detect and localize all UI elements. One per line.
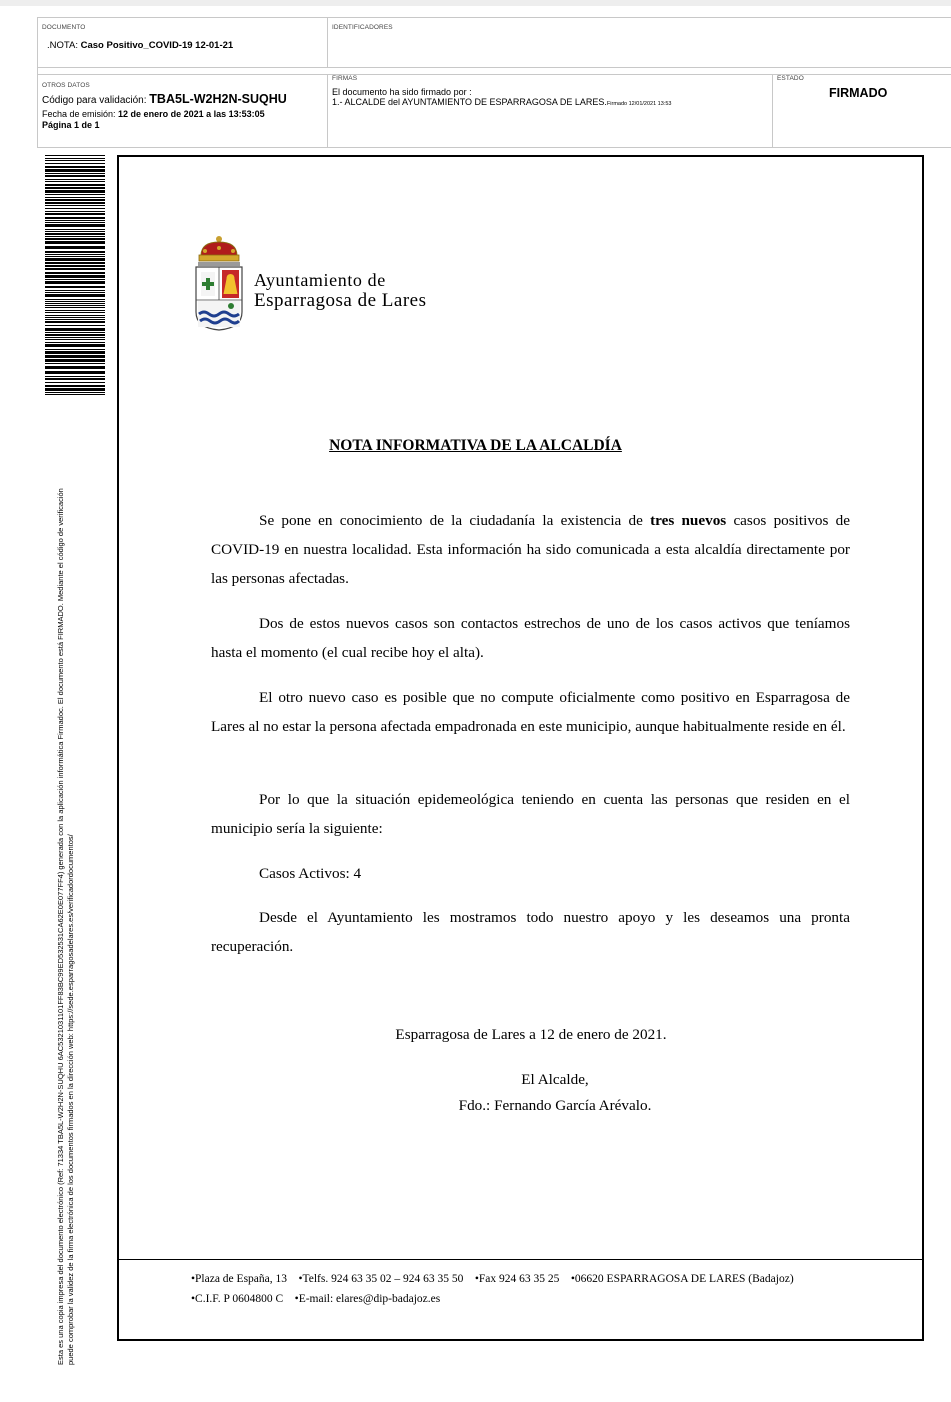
- barcode-bar: [45, 301, 105, 302]
- footer-divider: [119, 1259, 924, 1260]
- barcode-bar: [45, 307, 105, 308]
- verification-side-text: [56, 390, 75, 1365]
- estado-caption: ESTADO: [777, 75, 804, 82]
- firmas-line2: [332, 97, 671, 109]
- header-left-border: [37, 17, 38, 148]
- paragraph-2: [211, 609, 850, 667]
- barcode-bar: [45, 268, 105, 270]
- header-col-divider-top: [327, 17, 328, 67]
- barcode-bar: [45, 184, 105, 186]
- barcode-bar: [45, 254, 105, 255]
- paragraph-1: [211, 506, 850, 593]
- bullet-icon: •: [191, 1273, 196, 1285]
- bullet-icon: •: [191, 1293, 196, 1305]
- firmas-line1: El documento ha sido firmado por :: [332, 87, 472, 97]
- barcode-bar: [45, 337, 105, 338]
- barcode-bar: [45, 385, 105, 387]
- barcode-bar: [45, 199, 105, 201]
- documento-title: Caso Positivo_COVID-19 12-01-21: [80, 40, 234, 51]
- footer-email: E-mail: elares@dip-badajoz.es: [298, 1293, 441, 1305]
- barcode-bar: [45, 160, 105, 161]
- header-top-border: [37, 17, 951, 18]
- barcode-bar: [45, 328, 105, 331]
- barcode-bar: [45, 169, 105, 172]
- signature-header-table: [37, 17, 951, 148]
- barcode-bar: [45, 272, 105, 274]
- barcode-bar: [45, 173, 105, 174]
- barcode-bar: [45, 158, 105, 159]
- estado-value: FIRMADO: [829, 86, 888, 100]
- signer-name: Fdo.: Fernando García Arévalo.: [458, 1097, 652, 1114]
- footer-phones: Telfs. 924 63 35 02 – 924 63 35 50: [302, 1273, 464, 1285]
- barcode-bar: [45, 394, 105, 395]
- barcode-bar: [45, 317, 105, 318]
- documento-caption: DOCUMENTO: [42, 24, 86, 31]
- barcode-bar: [45, 351, 105, 354]
- barcode-bar: [45, 197, 105, 198]
- barcode-bar: [45, 231, 105, 232]
- barcode-bar: [45, 217, 105, 219]
- footer-address: Plaza de España, 13: [195, 1273, 287, 1285]
- barcode-bar: [45, 251, 105, 253]
- barcode-bar: [45, 286, 105, 288]
- barcode-bar: [45, 241, 105, 244]
- barcode-bar: [45, 155, 105, 156]
- barcode-bar: [45, 319, 105, 320]
- bullet-icon: •: [570, 1273, 575, 1285]
- barcode-bar: [45, 238, 105, 240]
- otros-datos-caption: OTROS DATOS: [42, 82, 90, 89]
- verification-line-2: puede comprobar la validez de la firma electrónica de los documentos firmados en la dirección web: https://sede.esparragosadelares.es/verificadordocumentos/: [65, 834, 75, 1365]
- municipal-coat-of-arms-logo: [193, 234, 245, 332]
- barcode-bar: [45, 290, 105, 291]
- barcode-bar: [45, 371, 105, 374]
- barcode-bar: [45, 224, 105, 227]
- document-page-frame: [117, 155, 924, 1341]
- letterhead-line-2: Esparragosa de Lares: [254, 290, 427, 311]
- identificadores-caption: IDENTIFICADORES: [332, 24, 393, 31]
- validation-code-label: Código para validación:: [42, 95, 150, 106]
- paragraph-1-intro: Se pone en conocimiento de la ciudadanía la existencia de: [259, 512, 651, 529]
- barcode-bar: [45, 258, 105, 261]
- barcode-bar: [45, 294, 105, 297]
- barcode-bar: [45, 312, 105, 313]
- place-and-date: Esparragosa de Lares a 12 de enero de 2021.: [395, 1026, 667, 1043]
- barcode-bar: [45, 392, 105, 393]
- footer-fax: Fax 924 63 35 25: [478, 1273, 560, 1285]
- barcode-bar: [45, 175, 105, 177]
- paragraph-6: [211, 903, 850, 961]
- barcode-bar: [45, 299, 105, 300]
- footer-line-2: [191, 1293, 440, 1305]
- barcode-bar: [45, 363, 105, 364]
- barcode-bar: [45, 163, 105, 164]
- barcode-bar: [45, 265, 105, 267]
- active-cases-line: [211, 859, 850, 888]
- barcode-bar: [45, 334, 105, 336]
- signer-role: El Alcalde,: [521, 1071, 589, 1088]
- emission-date-value: 12 de enero de 2021 a las 13:53:05: [118, 109, 265, 119]
- barcode-bar: [45, 166, 105, 168]
- verification-line-1: Esta es una copia impresa del documento electrónico (Ref: 71334 TBA5L-W2H2N-SUQHU 6AC5321031101FF83BC99ED532531CA62E0E077FF4) generada con la aplicación informática Firmadoc. El documento está FIRMADO. Mediante el código de verificación: [56, 488, 65, 1365]
- barcode-bar: [45, 378, 105, 380]
- barcode-bar: [45, 229, 105, 230]
- barcode-bar: [45, 355, 105, 358]
- paragraph-4: [211, 785, 850, 843]
- viewer-top-strip: [0, 0, 951, 6]
- barcode-bar: [45, 256, 105, 257]
- barcode-bar: [45, 382, 105, 383]
- documento-prefix: .NOTA:: [47, 40, 81, 51]
- emission-date-label: Fecha de emisión:: [42, 109, 119, 119]
- barcode-bar: [45, 236, 105, 237]
- barcode-bar: [45, 246, 105, 249]
- header-col-divider-b: [772, 74, 773, 147]
- barcode-bar: [45, 211, 105, 212]
- barcode-bar: [45, 275, 105, 278]
- barcode-bar: [45, 194, 105, 195]
- footer-line-1: [191, 1273, 794, 1285]
- barcode-bar: [45, 342, 105, 343]
- bullet-icon: •: [474, 1273, 479, 1285]
- paragraph-4-text: Por lo que la situación epidemeológica teniendo en cuenta las personas que residen en el municipio sería la siguiente:: [211, 791, 850, 837]
- paragraph-3-text: El otro nuevo caso es posible que no compute oficialmente como positivo en Esparragosa de Lares al no estar la persona afectada empadronada en este municipio, aunque habitualmente reside en él.: [211, 689, 850, 735]
- header-col-divider-a: [327, 74, 328, 147]
- bullet-icon: •: [294, 1293, 299, 1305]
- barcode-bar: [45, 321, 105, 323]
- barcode-bar: [45, 202, 105, 204]
- paragraph-6-text: Desde el Ayuntamiento les mostramos todo nuestro apoyo y les deseamos una pronta recuperación.: [211, 909, 850, 955]
- barcode-bar: [45, 349, 105, 350]
- active-cases-text: Casos Activos: 4: [259, 865, 362, 882]
- letterhead-line-1: Ayuntamiento de: [254, 270, 386, 290]
- document-title: NOTA INFORMATIVA DE LA ALCALDÍA: [329, 437, 622, 454]
- barcode-bar: [45, 213, 105, 215]
- barcode-bar: [45, 281, 105, 284]
- verification-barcode: [45, 155, 105, 395]
- barcode-bar: [45, 208, 105, 209]
- barcode-bar: [45, 315, 105, 316]
- paragraph-3: [211, 683, 850, 741]
- header-divider-1: [37, 67, 951, 68]
- barcode-bar: [45, 303, 105, 304]
- header-divider-2: [37, 74, 951, 75]
- header-bottom-border: [37, 147, 951, 148]
- footer-postal: 06620 ESPARRAGOSA DE LARES (Badajoz): [574, 1273, 794, 1285]
- barcode-bar: [45, 388, 105, 391]
- barcode-bar: [45, 325, 105, 326]
- footer-cif: C.I.F. P 0604800 C: [195, 1293, 284, 1305]
- barcode-bar: [45, 279, 105, 280]
- validation-code: [42, 93, 287, 107]
- paragraph-1-emphasis: tres nuevos: [650, 512, 727, 529]
- firmas-signer: 1.- ALCALDE del AYUNTAMIENTO DE ESPARRAGOSA DE LARES.: [332, 97, 607, 107]
- barcode-bar: [45, 332, 105, 333]
- barcode-bar: [45, 376, 105, 377]
- firmas-caption: FIRMAS: [332, 75, 358, 82]
- barcode-bar: [45, 233, 105, 235]
- barcode-bar: [45, 366, 105, 369]
- barcode-bar: [45, 187, 105, 189]
- barcode-bar: [45, 220, 105, 221]
- barcode-bar: [45, 292, 105, 293]
- firmas-signed-stamp: Firmado 12/01/2021 13:53: [606, 101, 672, 107]
- barcode-bar: [45, 359, 105, 362]
- page-count: Página 1 de 1: [42, 120, 100, 130]
- paragraph-1-rest: casos positivos de COVID-19 en nuestra localidad. Esta información ha sido comunicada a esta alcaldía directamente por las personas afectadas.: [211, 512, 850, 587]
- barcode-bar: [45, 205, 105, 206]
- barcode-bar: [45, 305, 105, 306]
- barcode-bar: [45, 190, 105, 193]
- barcode-bar: [45, 179, 105, 180]
- documento-name: [47, 40, 233, 52]
- paragraph-2-text: Dos de estos nuevos casos son contactos estrechos de uno de los casos activos que teníamos hasta el momento (el cual recibe hoy el alta).: [211, 615, 850, 661]
- bullet-icon: •: [298, 1273, 303, 1285]
- barcode-bar: [45, 222, 105, 223]
- barcode-bar: [45, 344, 105, 347]
- barcode-bar: [45, 181, 105, 182]
- barcode-bar: [45, 262, 105, 264]
- barcode-bar: [45, 339, 105, 340]
- validation-code-value: TBA5L-W2H2N-SUQHU: [149, 92, 287, 106]
- barcode-bar: [45, 310, 105, 311]
